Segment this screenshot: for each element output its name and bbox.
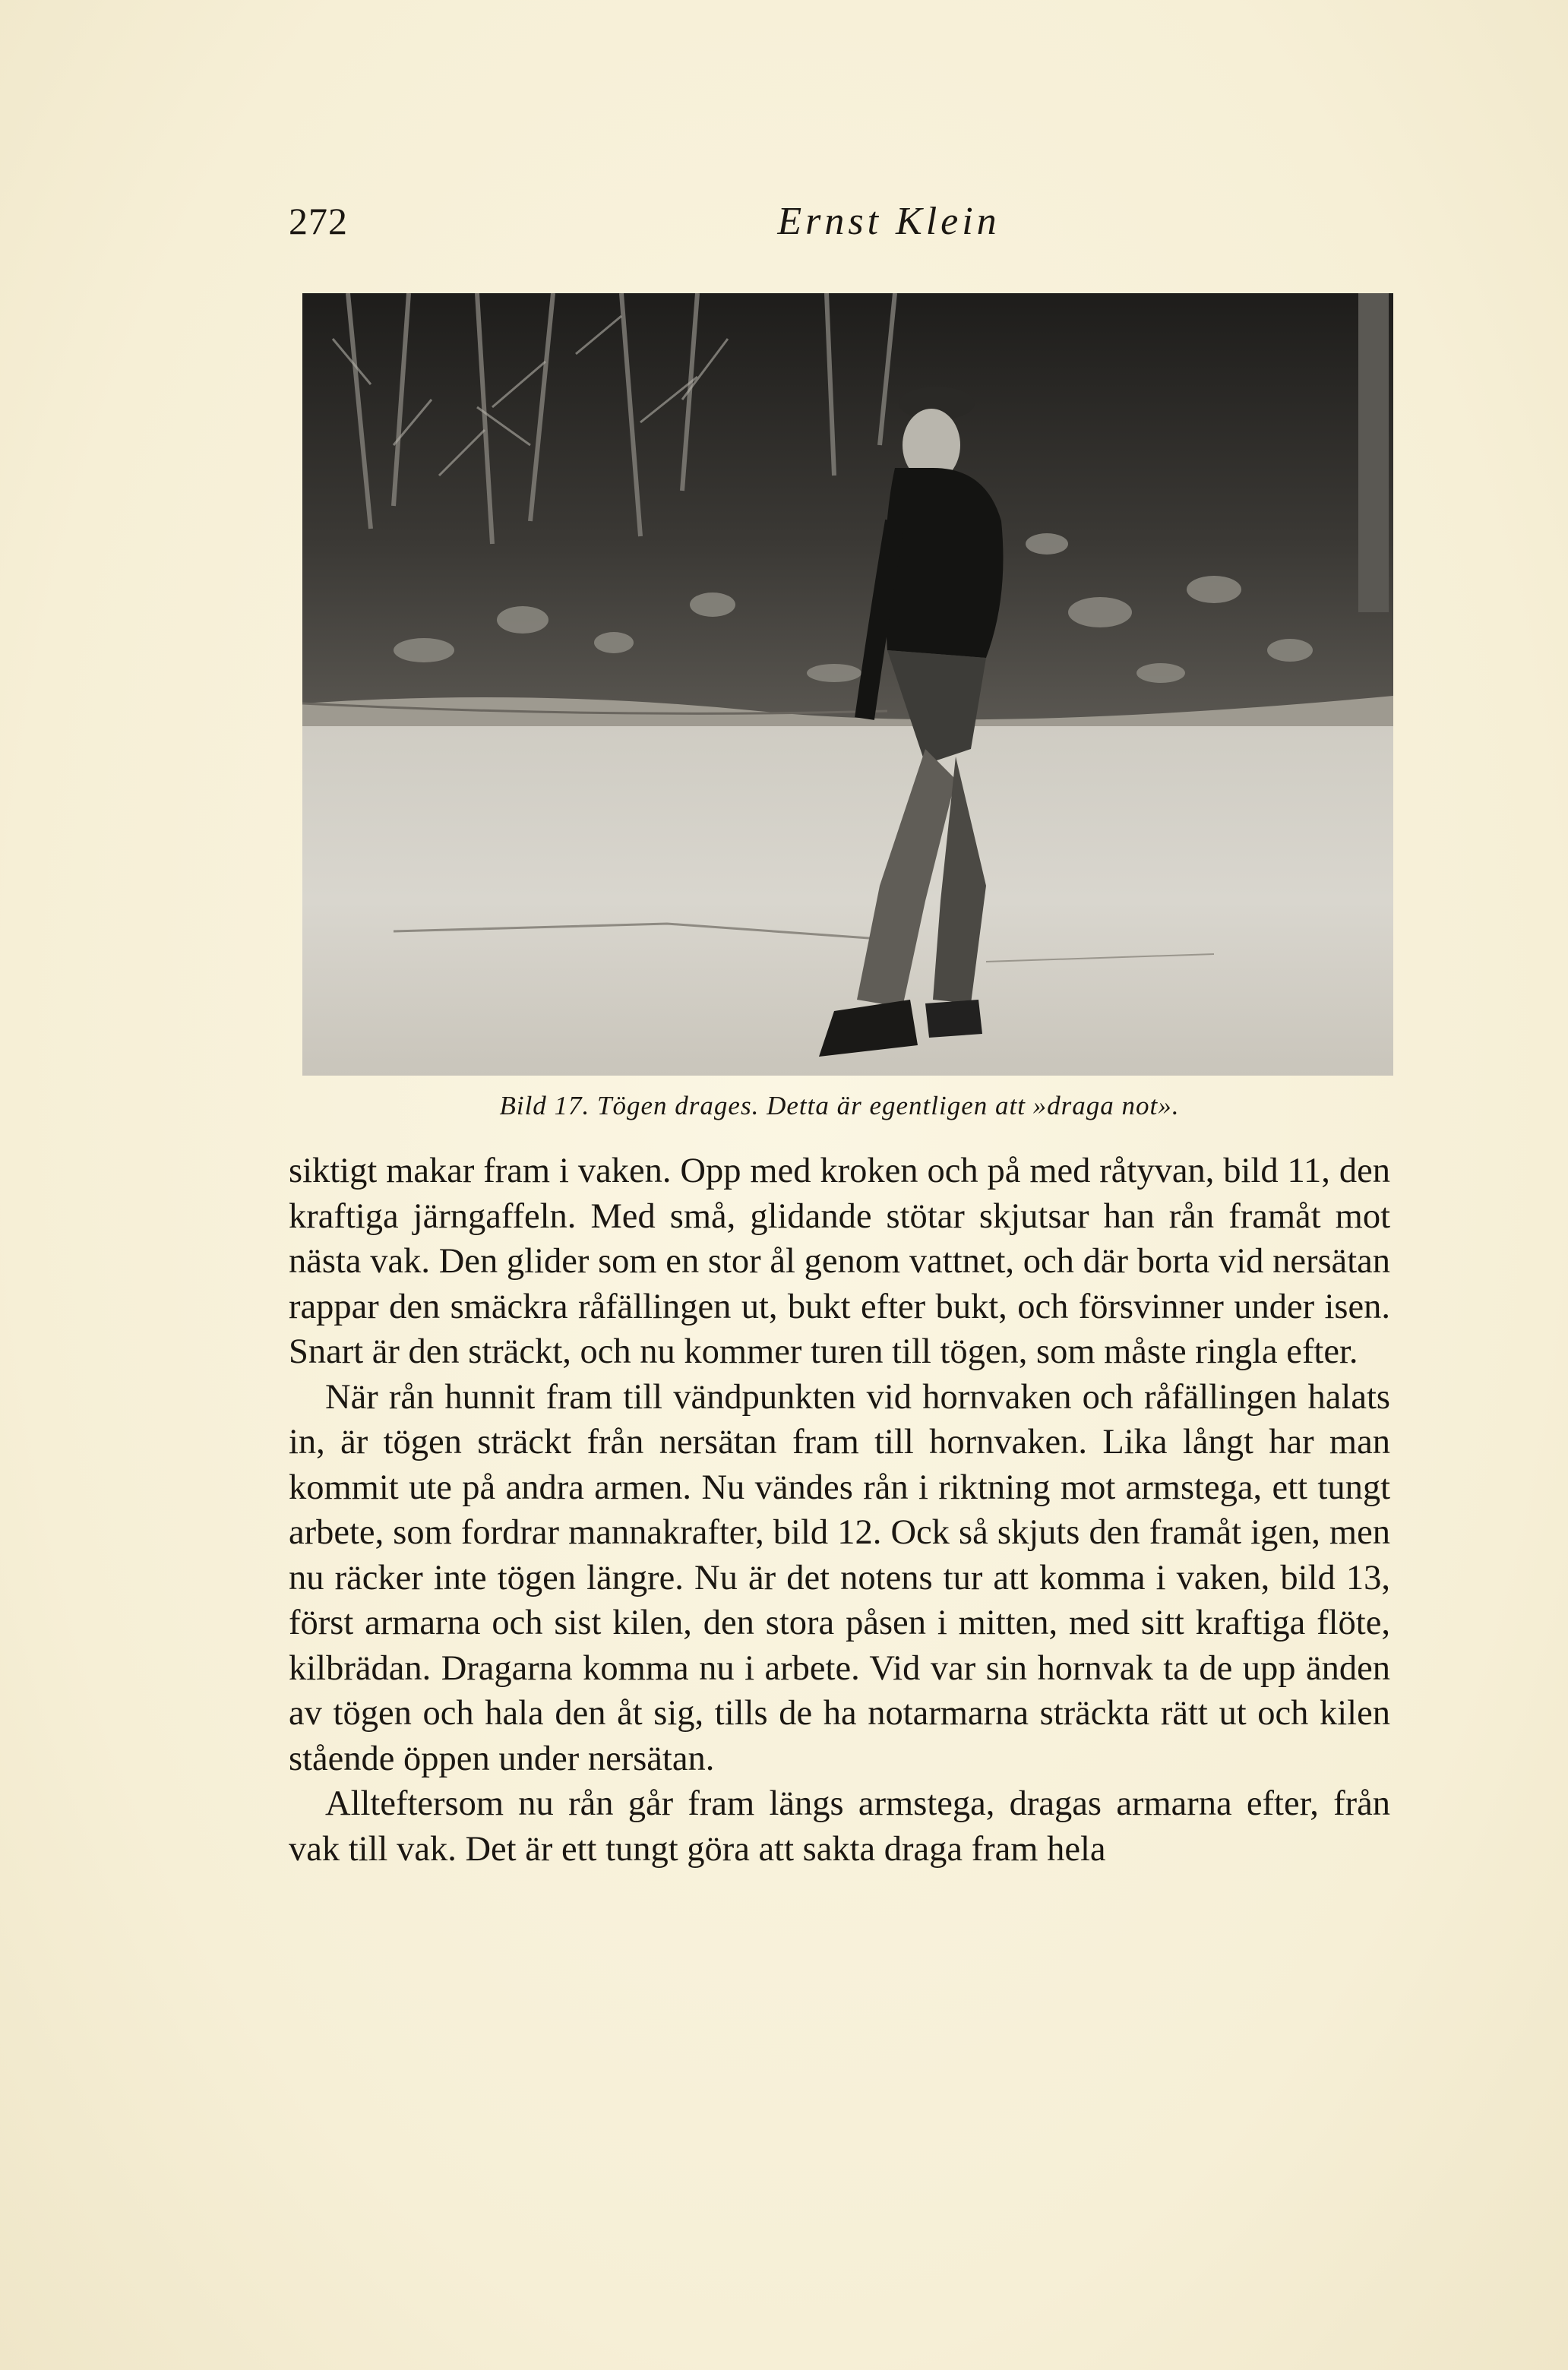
paragraph: Allteftersom nu rån går fram längs armstega, dragas armarna efter, från vak till vak. Det är ett tungt göra att sakta draga fram hela xyxy=(289,1784,1390,1869)
photograph-man-pulling-rope-on-ice xyxy=(302,293,1393,1076)
running-title: Ernst Klein xyxy=(777,200,1001,243)
page-number: 272 xyxy=(289,200,348,242)
paragraph: När rån hunnit fram till vändpunkten vid hornvaken och råfällingen halats in, är tögen sträckt från nersätan fram till hornvaken. Lika långt har man kommit ute på andra armen. Nu vändes rån i riktning mot armstega, ett tungt arbete, som fordrar mannakrafter, bild 12. Ock så skjuts den framåt igen, men nu räcker inte tögen längre. Nu är det notens tur att komma i vaken, bild 13, först armarna och sist kilen, den stora påsen i mitten, med sitt kraftiga flöte, kilbrädan. Dragarna komma nu i arbete. Vid var sin hornvak ta de upp änden av tögen och hala den åt sig, tills de ha notarmarna sträckta rätt ut och kilen stående öppen under nersätan. xyxy=(289,1377,1390,1778)
body-text xyxy=(289,1149,1390,1872)
paragraph: siktigt makar fram i vaken. Opp med kroken och på med råtyvan, bild 11, den kraftiga järngaffeln. Med små, glidande stötar skjutsar han rån framåt mot nästa vak. Den glider som en stor ål genom vattnet, och där borta vid nersätan rappar den smäckra råfällingen ut, bukt efter bukt, och försvinner under isen. Snart är den sträckt, och nu kommer turen till tögen, som måste ringla efter. xyxy=(289,1152,1390,1371)
figure-caption: Bild 17. Tögen drages. Detta är egentligen att »draga not». xyxy=(499,1091,1180,1120)
running-head xyxy=(289,199,1390,252)
photograph-image xyxy=(302,293,1393,1076)
